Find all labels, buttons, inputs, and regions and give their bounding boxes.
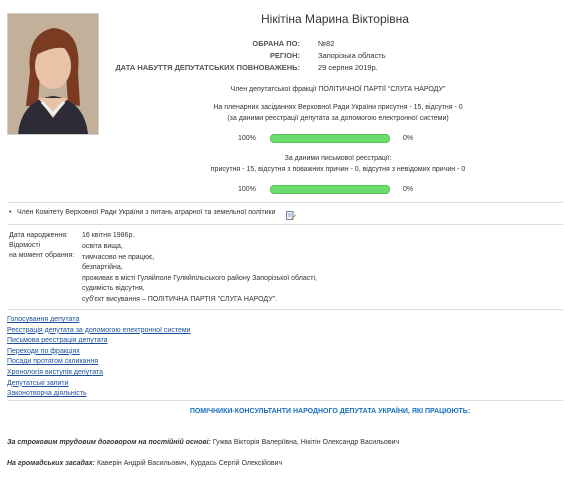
- info-label-line2: на момент обрання:: [9, 252, 75, 259]
- birth-date-value: 16 квітня 1986р.: [82, 232, 135, 239]
- mandate-date-value: 29 серпня 2019р.: [318, 63, 378, 72]
- committee-bullet: •: [9, 209, 12, 216]
- info-label-line1: Відомості: [9, 242, 41, 249]
- assistants-title: ПОМІЧНИКИ-КОНСУЛЬТАНТИ НАРОДНОГО ДЕПУТАТА УКРАЇНИ, ЯКІ ПРАЦЮЮТЬ:: [189, 408, 471, 415]
- link-electronic-registration[interactable]: Реєстрація депутата за допомогою електронної системи: [7, 326, 191, 334]
- link-positions[interactable]: Посади протягом скликання: [7, 358, 98, 366]
- written-absent-percent: 0%: [403, 186, 414, 193]
- plenary-attendance-bar-fill: [270, 134, 390, 143]
- contract-assistants-names: Гужва Вікторія Валеріївна, Нікітін Олександр Васильович: [210, 439, 400, 446]
- plenary-absent-percent: 0%: [403, 135, 414, 142]
- written-registration-title: За даними письмової реєстрації:: [284, 155, 392, 162]
- link-legislative-activity[interactable]: Законотворча діяльність: [7, 390, 87, 398]
- link-requests[interactable]: Депутатські запити: [7, 379, 69, 387]
- elected-value: №82: [318, 39, 335, 48]
- bio-line: проживає в місті Гуляйполе Гуляйпільського району Запорізької області,: [82, 274, 317, 282]
- link-written-registration[interactable]: Письмова реєстрація депутата: [7, 337, 108, 345]
- bio-line: освіта вища,: [82, 243, 123, 250]
- link-faction-changes[interactable]: Переходи по фракціях: [7, 347, 80, 355]
- written-present-percent: 100%: [238, 186, 256, 193]
- divider: [8, 224, 563, 225]
- public-assistants: [7, 460, 282, 467]
- divider: [8, 400, 563, 401]
- written-attendance-bar-fill: [270, 185, 390, 194]
- deputy-name: Нікітіна Марина Вікторівна: [261, 12, 409, 26]
- contract-assistants-label: За строковим трудовим договором на постійній основі:: [7, 439, 211, 446]
- deputy-photo: [7, 13, 99, 135]
- public-assistants-label: На громадських засадах:: [7, 460, 95, 467]
- bio-line: судимість відсутня,: [82, 285, 145, 293]
- written-registration-stats: присутня - 15, відсутня з поважних причин - 0, відсутня з невідомих причин - 0: [210, 166, 466, 173]
- divider: [8, 202, 563, 203]
- region-label: РЕГІОН:: [269, 51, 300, 60]
- contract-assistants: [7, 439, 399, 446]
- divider: [8, 309, 563, 310]
- birth-date-label: Дата народження:: [9, 232, 68, 239]
- plenary-attendance-bar: [270, 134, 388, 143]
- plenary-attendance-text: На пленарних засіданнях Верховної Ради України присутня - 15, відсутня - 0: [213, 104, 463, 111]
- bio-line: тимчасово не працює,: [82, 253, 155, 261]
- document-edit-icon[interactable]: [286, 207, 296, 216]
- mandate-date-label: ДАТА НАБУТТЯ ДЕПУТАТСЬКИХ ПОВНОВАЖЕНЬ:: [115, 63, 300, 72]
- public-assistants-names: Каверін Андрій Васильович, Курдась Сергій Олексійович: [95, 460, 283, 467]
- bio-line: безпартійна,: [82, 264, 123, 272]
- faction-text: Член депутатської фракції ПОЛІТИЧНОЇ ПАРТІЇ "СЛУГА НАРОДУ": [230, 86, 446, 93]
- link-speeches[interactable]: Хронологія виступів депутата: [7, 368, 104, 376]
- bio-details: [82, 242, 317, 306]
- region-value: Запорізька область: [318, 51, 386, 60]
- elected-label: ОБРАНА ПО:: [252, 39, 300, 48]
- written-attendance-bar: [270, 185, 388, 194]
- plenary-present-percent: 100%: [238, 135, 256, 142]
- portrait-image: [8, 14, 98, 134]
- link-voting[interactable]: Голосування депутата: [7, 316, 80, 323]
- deputy-links: [7, 315, 191, 400]
- bio-line: суб'єкт висування – ПОЛІТИЧНА ПАРТІЯ "СЛУГА НАРОДУ".: [82, 295, 278, 303]
- committee-membership: Член Комітету Верховної Ради України з питань аграрної та земельної політики: [17, 209, 276, 216]
- plenary-attendance-note: (за даними реєстрації депутата за допомогою електронної системи): [227, 115, 449, 122]
